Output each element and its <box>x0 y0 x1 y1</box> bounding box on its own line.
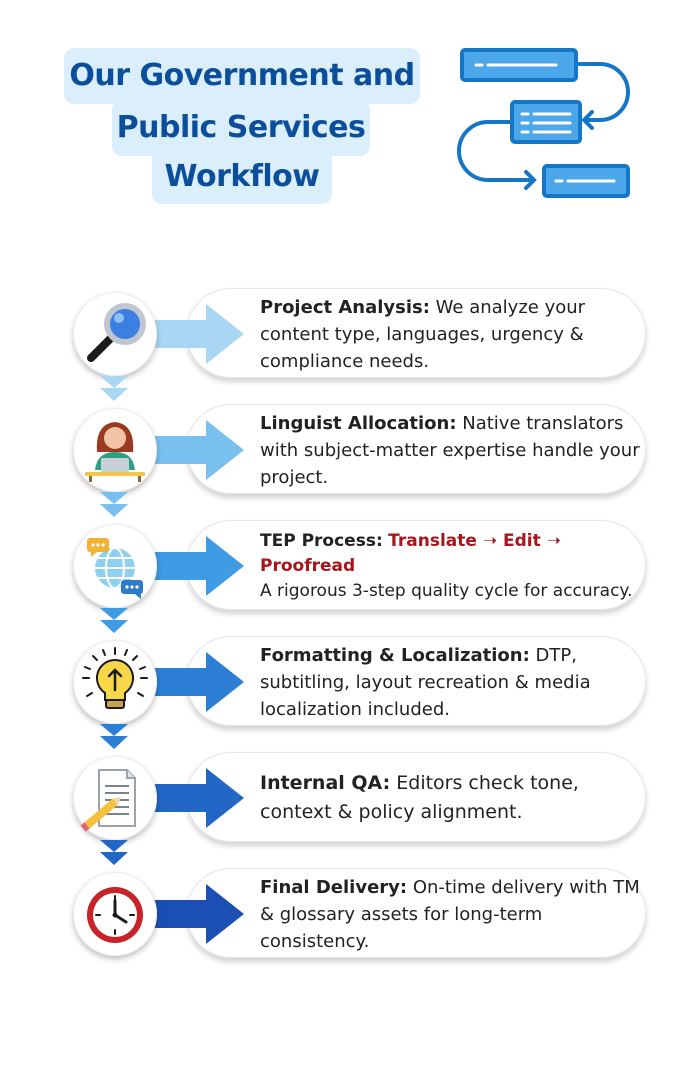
step-arrow-icon <box>150 882 246 946</box>
down-chevron-icon <box>96 376 132 402</box>
step-arrow-icon <box>150 650 246 714</box>
down-chevron-icon <box>96 608 132 634</box>
title-line-2: Public Services <box>112 100 370 156</box>
workflow-step-linguist-allocation <box>0 402 700 502</box>
workflow-step-project-analysis <box>0 286 700 386</box>
lightbulb-icon <box>73 640 157 724</box>
step-description: On-time delivery with TM & glossary assets for long-term consistency. <box>260 876 640 952</box>
clock-icon <box>73 872 157 956</box>
step-description: Native translators with subject-matter expertise handle your project. <box>260 412 640 488</box>
step-icon-circle <box>73 872 157 956</box>
document-pencil-icon <box>73 756 157 840</box>
down-chevron-icon <box>96 724 132 750</box>
step-icon-circle <box>73 408 157 492</box>
step-text <box>260 286 640 382</box>
step-text <box>260 866 640 962</box>
step-label: Linguist Allocation: <box>260 412 457 434</box>
step-arrow-icon <box>150 302 246 366</box>
workflow-step-internal-qa <box>0 750 700 850</box>
step-icon-circle <box>73 524 157 608</box>
step-arrow-icon <box>150 534 246 598</box>
step-icon-circle <box>73 292 157 376</box>
step-arrow-icon <box>150 418 246 482</box>
down-chevron-icon <box>96 840 132 866</box>
globe-chat-icon <box>73 524 157 608</box>
workflow-step-tep-process <box>0 518 700 618</box>
step-label: Project Analysis: <box>260 296 430 318</box>
step-icon-circle <box>73 640 157 724</box>
workflow-step-formatting-localization <box>0 634 700 734</box>
title-line-3: Workflow <box>152 150 332 204</box>
title-line-1: Our Government and <box>64 48 420 104</box>
workflow-flowchart-icon <box>450 40 640 205</box>
workflow-step-final-delivery <box>0 866 700 966</box>
step-text <box>260 518 640 614</box>
step-label: Final Delivery: <box>260 876 408 898</box>
step-icon-circle <box>73 756 157 840</box>
down-chevron-icon <box>96 492 132 518</box>
step-description: Editors check tone, context & policy alignment. <box>260 772 579 823</box>
step-description: A rigorous 3-step quality cycle for accuracy. <box>260 580 633 601</box>
step-label: Internal QA: <box>260 772 391 794</box>
step-arrow-icon <box>150 766 246 830</box>
step-label: TEP Process: <box>260 530 383 551</box>
translator-at-laptop-icon <box>73 408 157 492</box>
step-highlight: Translate ➝ Edit ➝ Proofread <box>260 530 561 576</box>
step-label: Formatting & Localization: <box>260 644 530 666</box>
step-description: We analyze your content type, languages, urgency & compliance needs. <box>260 296 586 372</box>
step-text <box>260 634 640 730</box>
step-description: DTP, subtitling, layout recreation & media localization included. <box>260 644 591 720</box>
step-text <box>260 402 640 498</box>
step-text <box>260 750 640 846</box>
magnifier-icon <box>73 292 157 376</box>
